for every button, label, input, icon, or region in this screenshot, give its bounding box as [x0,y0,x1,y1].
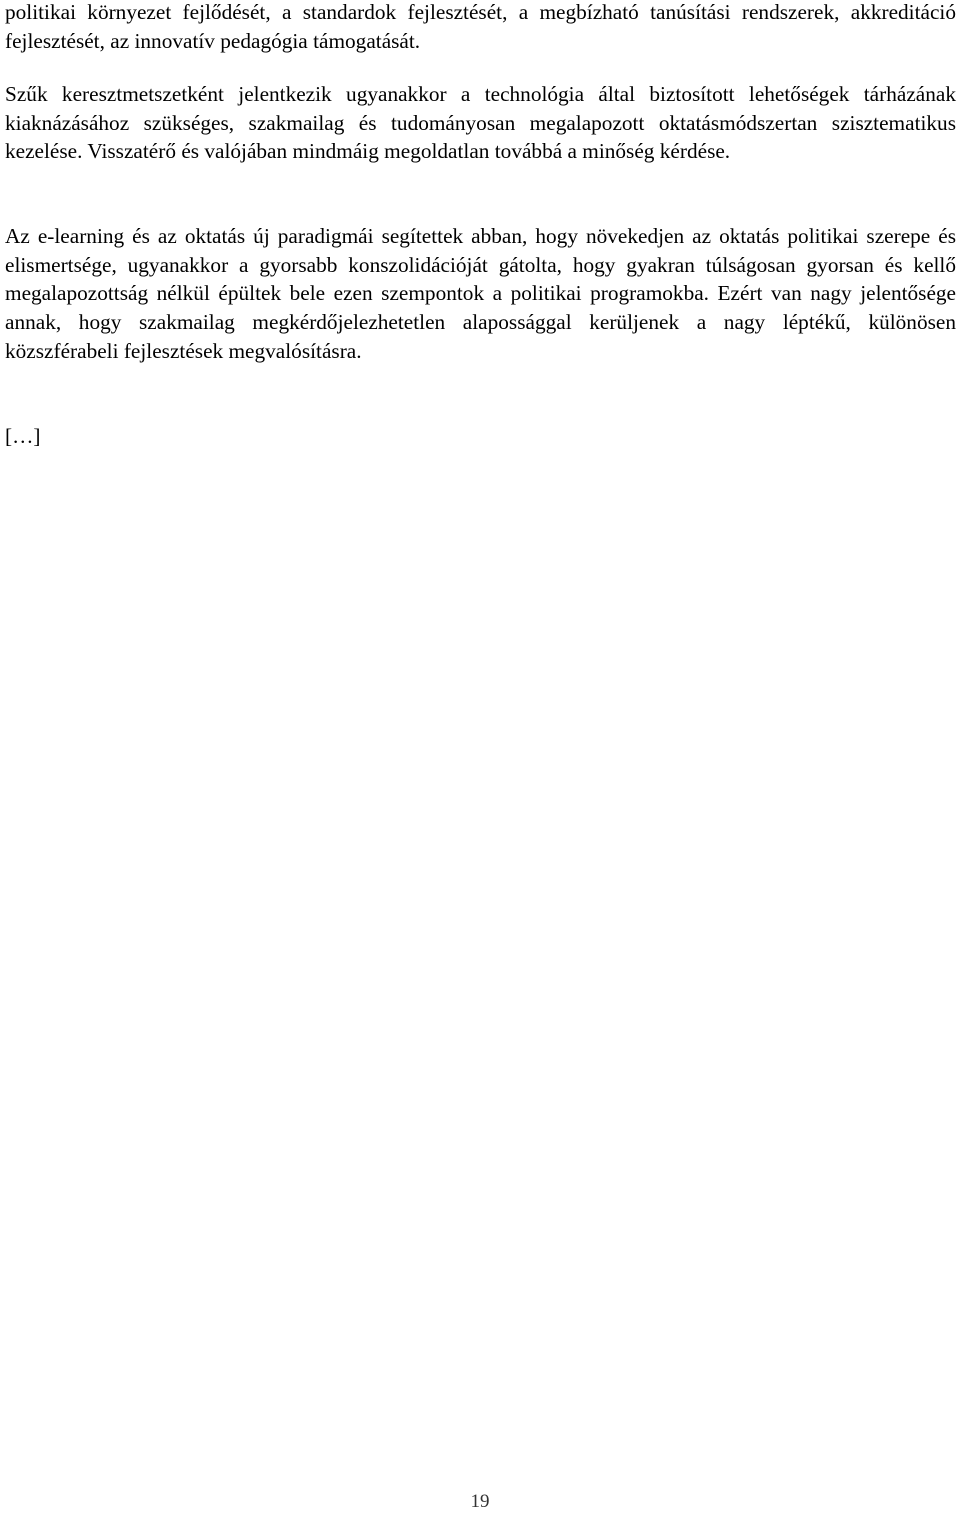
paragraph-2: Szűk keresztmetszetként jelentkezik ugyanakkor a technológia által biztosított lehetőségek tárházának kiaknázásához szükséges, szakmailag és tudományosan megalapozott oktatásmódszertan szisztematikus kezelése. Visszatérő és valójában mindmáig megoldatlan továbbá a minőség kérdése. [5,82,956,164]
omission-marker: […] [5,424,41,448]
paragraph-3: Az e-learning és az oktatás új paradigmái segítettek abban, hogy növekedjen az oktatás politikai szerepe és elismertsége, ugyanakkor a gyorsabb konszolidációját gátolta, hogy gyakran túlságosan gyorsan és kellő megalapozottság nélkül épültek bele ezen szempontok a politikai programokba. Ezért van nagy jelentősége annak, hogy szakmailag megkérdőjelezhetetlen alapossággal kerüljenek a nagy léptékű, különösen közszférabeli fejlesztések megvalósításra. [5,224,956,363]
paragraph-1: politikai környezet fejlődését, a standardok fejlesztését, a megbízható tanúsítási rendszerek, akkreditáció fejlesztését, az innovatív pedagógia támogatását. [5,0,956,53]
page-number: 19 [470,1491,490,1512]
